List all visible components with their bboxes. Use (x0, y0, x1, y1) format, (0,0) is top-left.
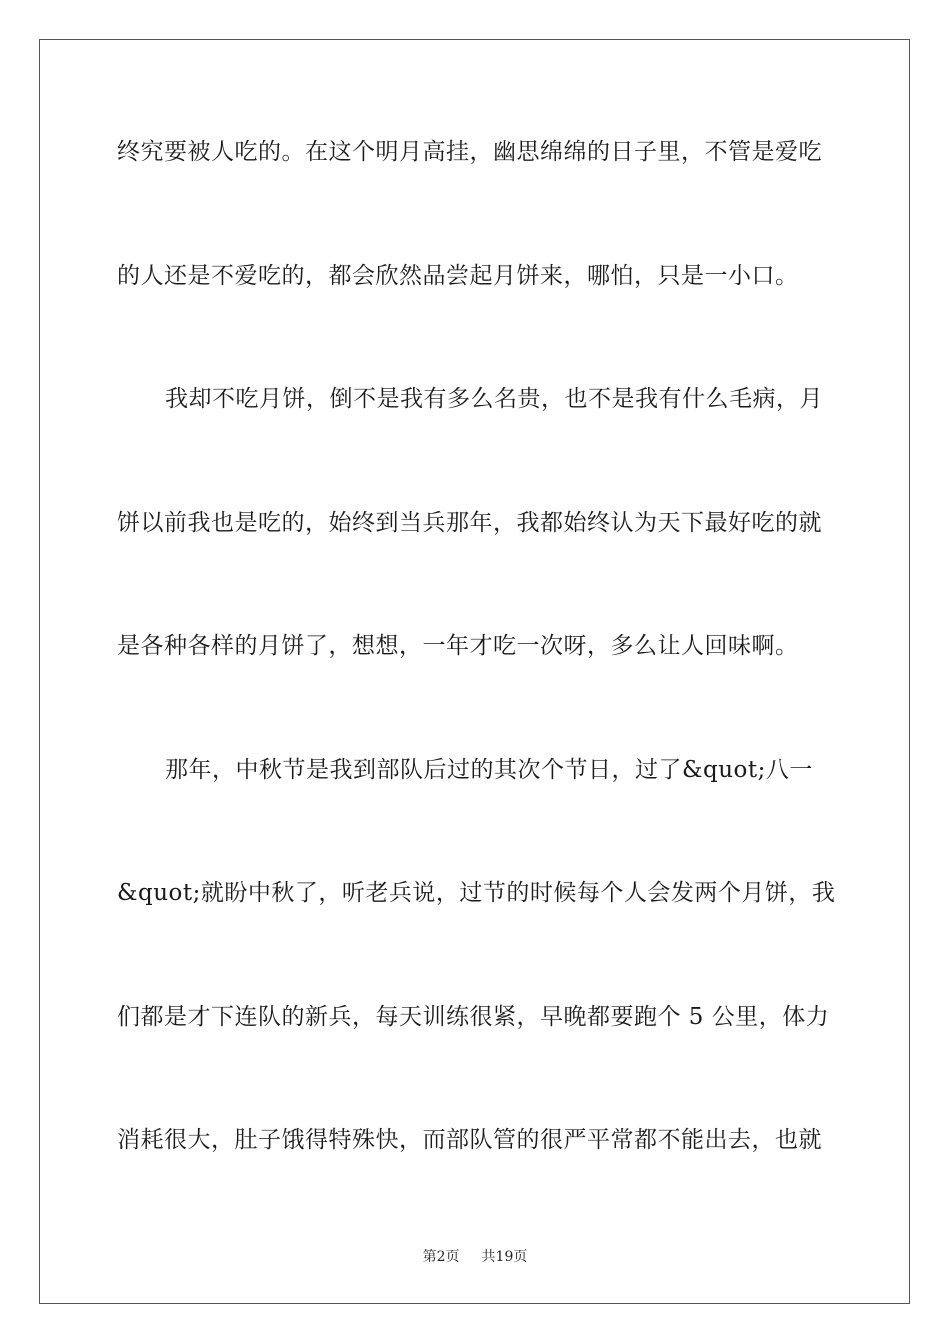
text-line-9: 消耗很大，肚子饿得特殊快，而部队管的很严平常都不能出去，也就 (117, 1127, 822, 1153)
page-total: 共19页 (481, 1249, 528, 1265)
text-line-4: 饼以前我也是吃的，始终到当兵那年，我都始终认为天下最好吃的就 (117, 509, 822, 536)
page-number: 第2页 (422, 1249, 460, 1265)
text-line-3: 我却不吃月饼，倒不是我有多么名贵，也不是我有什么毛病，月 (165, 386, 823, 412)
document-body (117, 126, 836, 1238)
text-line-2: 的人还是不爱吃的，都会欣然品尝起月饼来，哪怕，只是一小口。 (117, 262, 799, 289)
text-line-1: 终究要被人吃的。在这个明月高挂，幽思绵绵的日子里，不管是爱吃 (117, 139, 822, 165)
page-footer (0, 1246, 950, 1266)
text-line-5: 是各种各样的月饼了，想想，一年才吃一次呀，多么让人回味啊。 (117, 633, 799, 659)
text-line-8: 们都是才下连队的新兵，每天训练很紧，早晚都要跑个 5 公里，体力 (117, 1003, 830, 1030)
text-line-7: &quot;就盼中秋了，听老兵说，过节的时候每个人会发两个月饼，我 (117, 880, 836, 906)
text-line-6: 那年，中秋节是我到部队后过的其次个节日，过了&quot;八一 (165, 756, 813, 783)
